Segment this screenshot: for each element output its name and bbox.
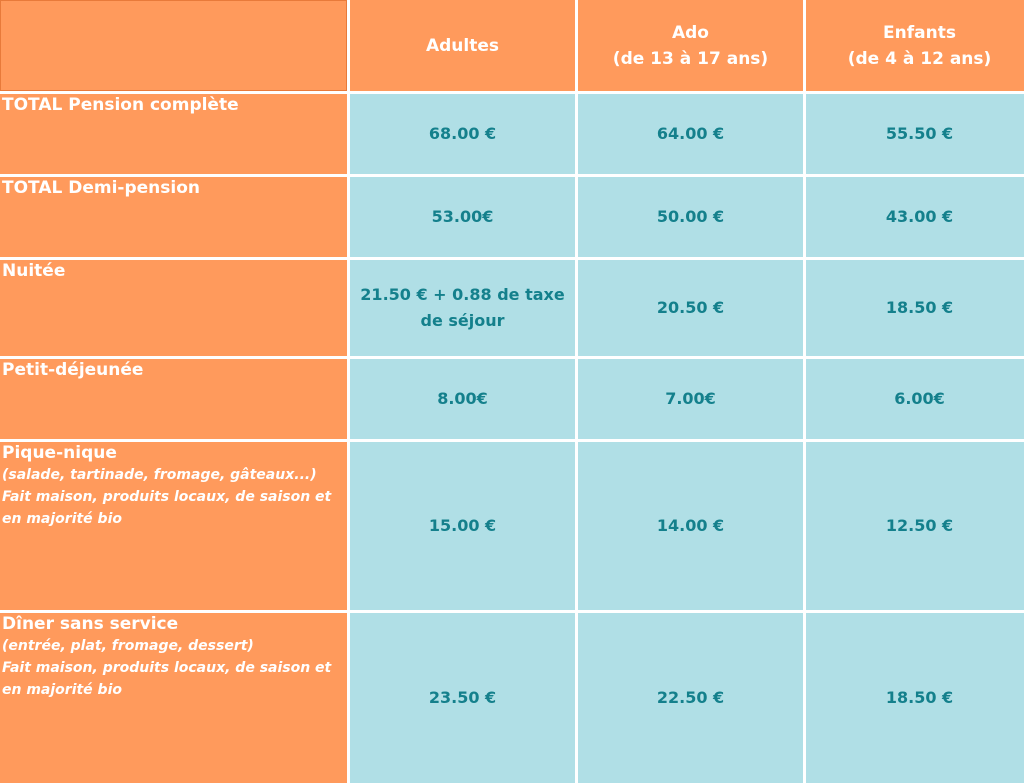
row-label-text: Dîner sans service — [2, 614, 179, 634]
row-label-text: Petit-déjeunée — [2, 360, 144, 380]
row-label-diner-sans-service — [0, 613, 347, 783]
row-label-nuitee — [0, 260, 347, 356]
header-ado-range: (de 13 à 17 ans) — [612, 48, 769, 69]
price-cell: 50.00 € — [578, 177, 803, 257]
header-enfants-range: (de 4 à 12 ans) — [847, 48, 992, 69]
price-cell: 12.50 € — [806, 442, 1024, 610]
price-cell: 53.00€ — [350, 177, 575, 257]
row-label-note: Fait maison, produits locaux, de saison et en majorité bio — [2, 489, 332, 527]
price-cell: 15.00 € — [350, 442, 575, 610]
price-cell: 21.50 € + 0.88 de taxe de séjour — [350, 260, 575, 356]
row-label-demi-pension — [0, 177, 347, 257]
price-cell: 7.00€ — [578, 359, 803, 439]
header-ado-label: Ado — [671, 22, 709, 43]
row-label-note: Fait maison, produits locaux, de saison et en majorité bio — [2, 660, 332, 698]
row-label-text: TOTAL Pension complète — [2, 95, 239, 115]
header-ado — [578, 0, 803, 91]
price-cell: 22.50 € — [578, 613, 803, 783]
price-cell: 8.00€ — [350, 359, 575, 439]
row-label-subtitle: (entrée, plat, fromage, dessert) — [2, 638, 254, 654]
price-cell: 43.00 € — [806, 177, 1024, 257]
row-label-subtitle: (salade, tartinade, fromage, gâteaux...) — [2, 467, 317, 483]
row-label-pension-complete — [0, 94, 347, 174]
header-enfants — [806, 0, 1024, 91]
row-label-petit-dejeunee — [0, 359, 347, 439]
header-enfants-label: Enfants — [883, 22, 956, 43]
price-cell: 64.00 € — [578, 94, 803, 174]
price-cell: 68.00 € — [350, 94, 575, 174]
price-cell: 23.50 € — [350, 613, 575, 783]
price-cell: 55.50 € — [806, 94, 1024, 174]
header-adultes-label: Adultes — [425, 35, 500, 56]
header-adultes — [350, 0, 575, 91]
row-label-text: TOTAL Demi-pension — [2, 178, 200, 198]
row-label-text: Nuitée — [2, 261, 66, 281]
price-cell: 20.50 € — [578, 260, 803, 356]
price-cell: 14.00 € — [578, 442, 803, 610]
price-cell: 6.00€ — [806, 359, 1024, 439]
price-cell: 18.50 € — [806, 260, 1024, 356]
price-cell: 18.50 € — [806, 613, 1024, 783]
row-label-text: Pique-nique — [2, 443, 117, 463]
table-corner-cell — [0, 0, 347, 91]
row-label-pique-nique — [0, 442, 347, 610]
